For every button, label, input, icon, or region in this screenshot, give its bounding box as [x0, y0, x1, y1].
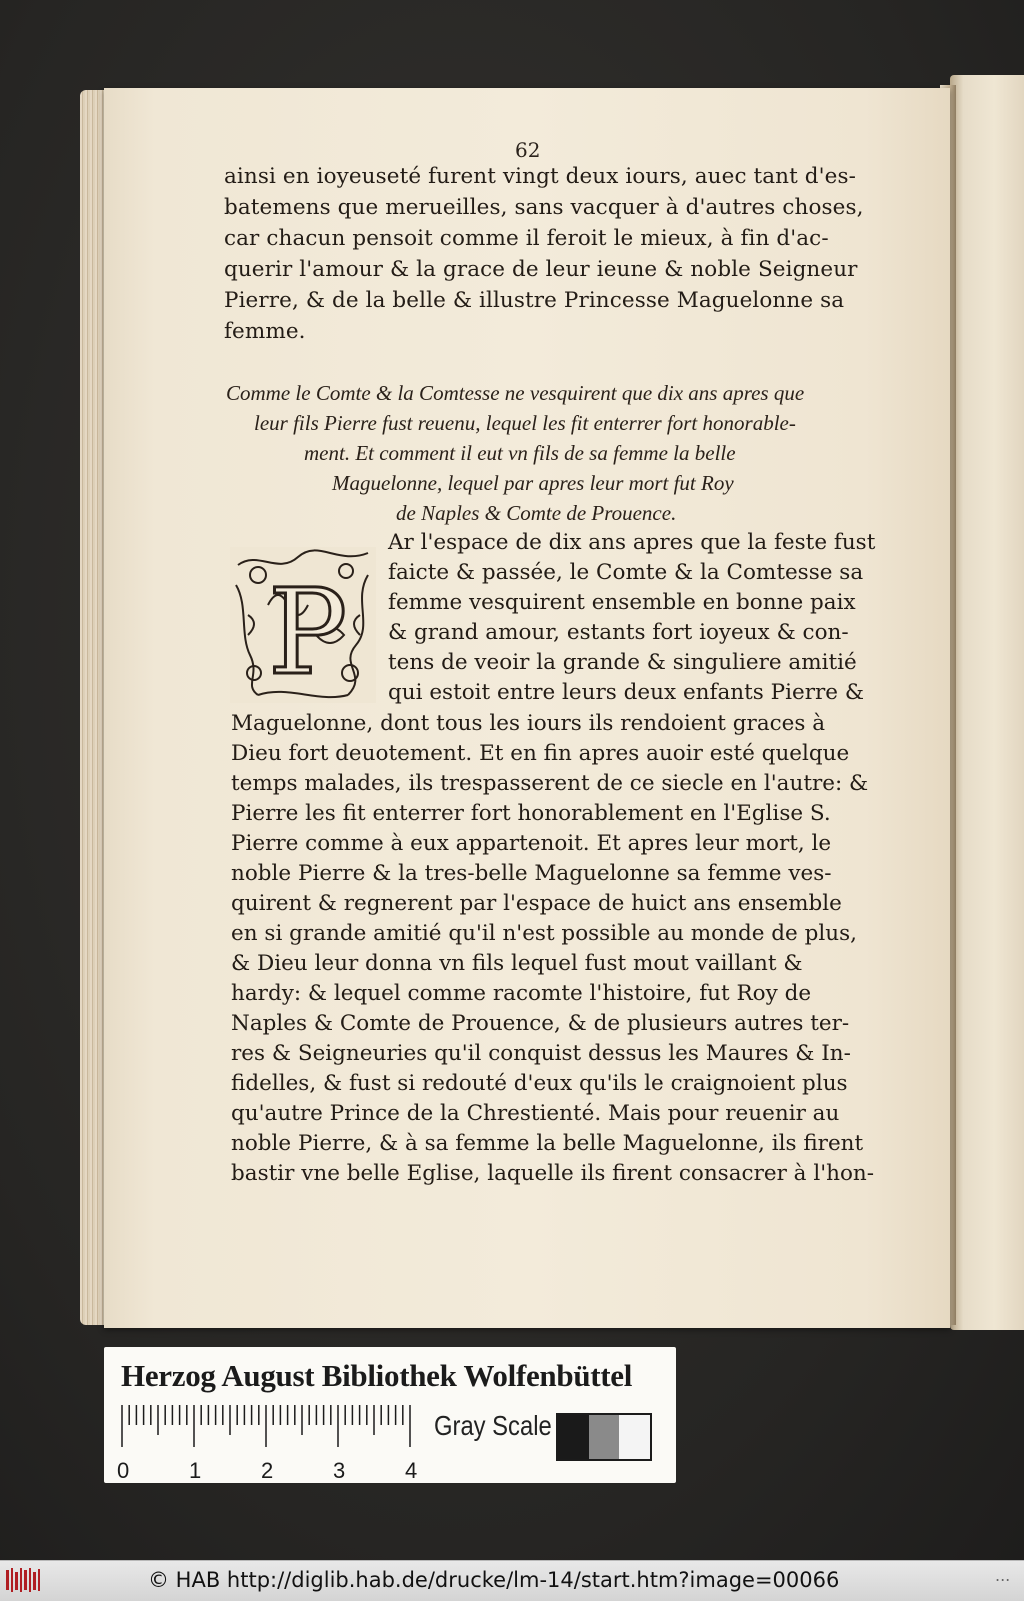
scale-number: 0 — [117, 1458, 130, 1483]
text-line: noble Pierre & la tres-belle Maguelonne sa femme ves- — [231, 861, 832, 886]
library-name: Herzog August Bibliothek Wolfenbüttel — [121, 1358, 633, 1393]
text-line: quirent & regnerent par l'espace de huict ans ensemble — [231, 891, 842, 916]
gray-scale-swatch — [556, 1413, 652, 1461]
text-line: Pierre les fit enterrer fort honorablement en l'Eglise S. — [231, 801, 831, 826]
swatch-light — [619, 1415, 650, 1459]
text-line: Pierre comme à eux appartenoit. Et apres leur mort, le — [231, 831, 832, 856]
measurement-ruler — [120, 1405, 420, 1455]
text-line: & Dieu leur donna vn fils lequel fust mout vaillant & — [231, 951, 803, 976]
text-line: temps malades, ils trespasserent de ce siecle en l'autre: & — [231, 771, 869, 796]
swatch-dark — [558, 1415, 589, 1459]
copyright-url[interactable]: © HAB http://diglib.hab.de/drucke/lm-14/start.htm?image=00066 — [148, 1568, 840, 1592]
scale-number: 3 — [333, 1458, 346, 1483]
scale-number: 2 — [261, 1458, 274, 1483]
text-line: bastir vne belle Eglise, laquelle ils firent consacrer à l'hon- — [231, 1161, 875, 1186]
text-line: femme vesquirent ensemble en bonne paix — [388, 590, 856, 615]
text-line: Naples & Comte de Prouence, & de plusieurs autres ter- — [231, 1011, 850, 1036]
dropcap-letter: P — [268, 563, 348, 701]
text-line: femme. — [224, 319, 306, 344]
text-line: faicte & passée, le Comte & la Comtesse sa — [388, 560, 864, 585]
scale-number: 4 — [405, 1458, 418, 1483]
swatch-mid — [589, 1415, 620, 1459]
heading-line: Maguelonne, lequel par apres leur mort fut Roy — [332, 471, 734, 495]
text-line: Maguelonne, dont tous les iours ils rendoient graces à — [231, 711, 826, 736]
text-line: tens de veoir la grande & singuliere amitié — [388, 650, 857, 675]
text-line: Ar l'espace de dix ans apres que la feste fust — [388, 530, 876, 555]
text-line: Pierre, & de la belle & illustre Princesse Maguelonne sa — [224, 288, 845, 313]
text-line: ainsi en ioyeuseté furent vingt deux iours, auec tant d'es- — [224, 164, 856, 189]
text-line: qu'autre Prince de la Chrestienté. Mais pour reuenir au — [231, 1101, 840, 1126]
heading-line: de Naples & Comte de Prouence. — [396, 501, 677, 525]
page-number: 62 — [515, 138, 541, 162]
more-options-icon[interactable]: ... — [995, 1566, 1011, 1585]
text-line: car chacun pensoit comme il feroit le mieux, à fin d'ac- — [224, 226, 829, 251]
text-line: fidelles, & fust si redouté d'eux qu'ils le craignoient plus — [231, 1071, 848, 1096]
heading-line: leur fils Pierre fust reuenu, lequel les fit enterrer fort honorable- — [254, 411, 796, 435]
text-line: en si grande amitié qu'il n'est possible au monde de plus, — [231, 921, 857, 946]
text-line: qui estoit entre leurs deux enfants Pierre & — [388, 680, 864, 705]
text-line: batemens que merueilles, sans vacquer à d'autres choses, — [224, 195, 864, 220]
heading-line: Comme le Comte & la Comtesse ne vesquirent que dix ans apres que — [226, 381, 805, 405]
text-line: hardy: & lequel comme racomte l'histoire, fut Roy de — [231, 981, 812, 1006]
decorated-initial — [228, 545, 378, 705]
scale-number: 1 — [189, 1458, 202, 1483]
gray-scale-label: Gray Scale — [434, 1410, 552, 1441]
text-line: noble Pierre, & à sa femme la belle Maguelonne, ils firent — [231, 1131, 864, 1156]
heading-line: ment. Et comment il eut vn fils de sa femme la belle — [304, 441, 736, 465]
text-line: & grand amour, estants fort ioyeux & con- — [388, 620, 849, 645]
hab-logo-icon — [6, 1566, 46, 1594]
text-line: querir l'amour & la grace de leur ieune & noble Seigneur — [224, 257, 858, 282]
facing-page-edge — [950, 75, 1024, 1330]
text-line: res & Seigneuries qu'il conquist dessus les Maures & In- — [231, 1041, 851, 1066]
text-line: Dieu fort deuotement. Et en fin apres auoir esté quelque — [231, 741, 850, 766]
